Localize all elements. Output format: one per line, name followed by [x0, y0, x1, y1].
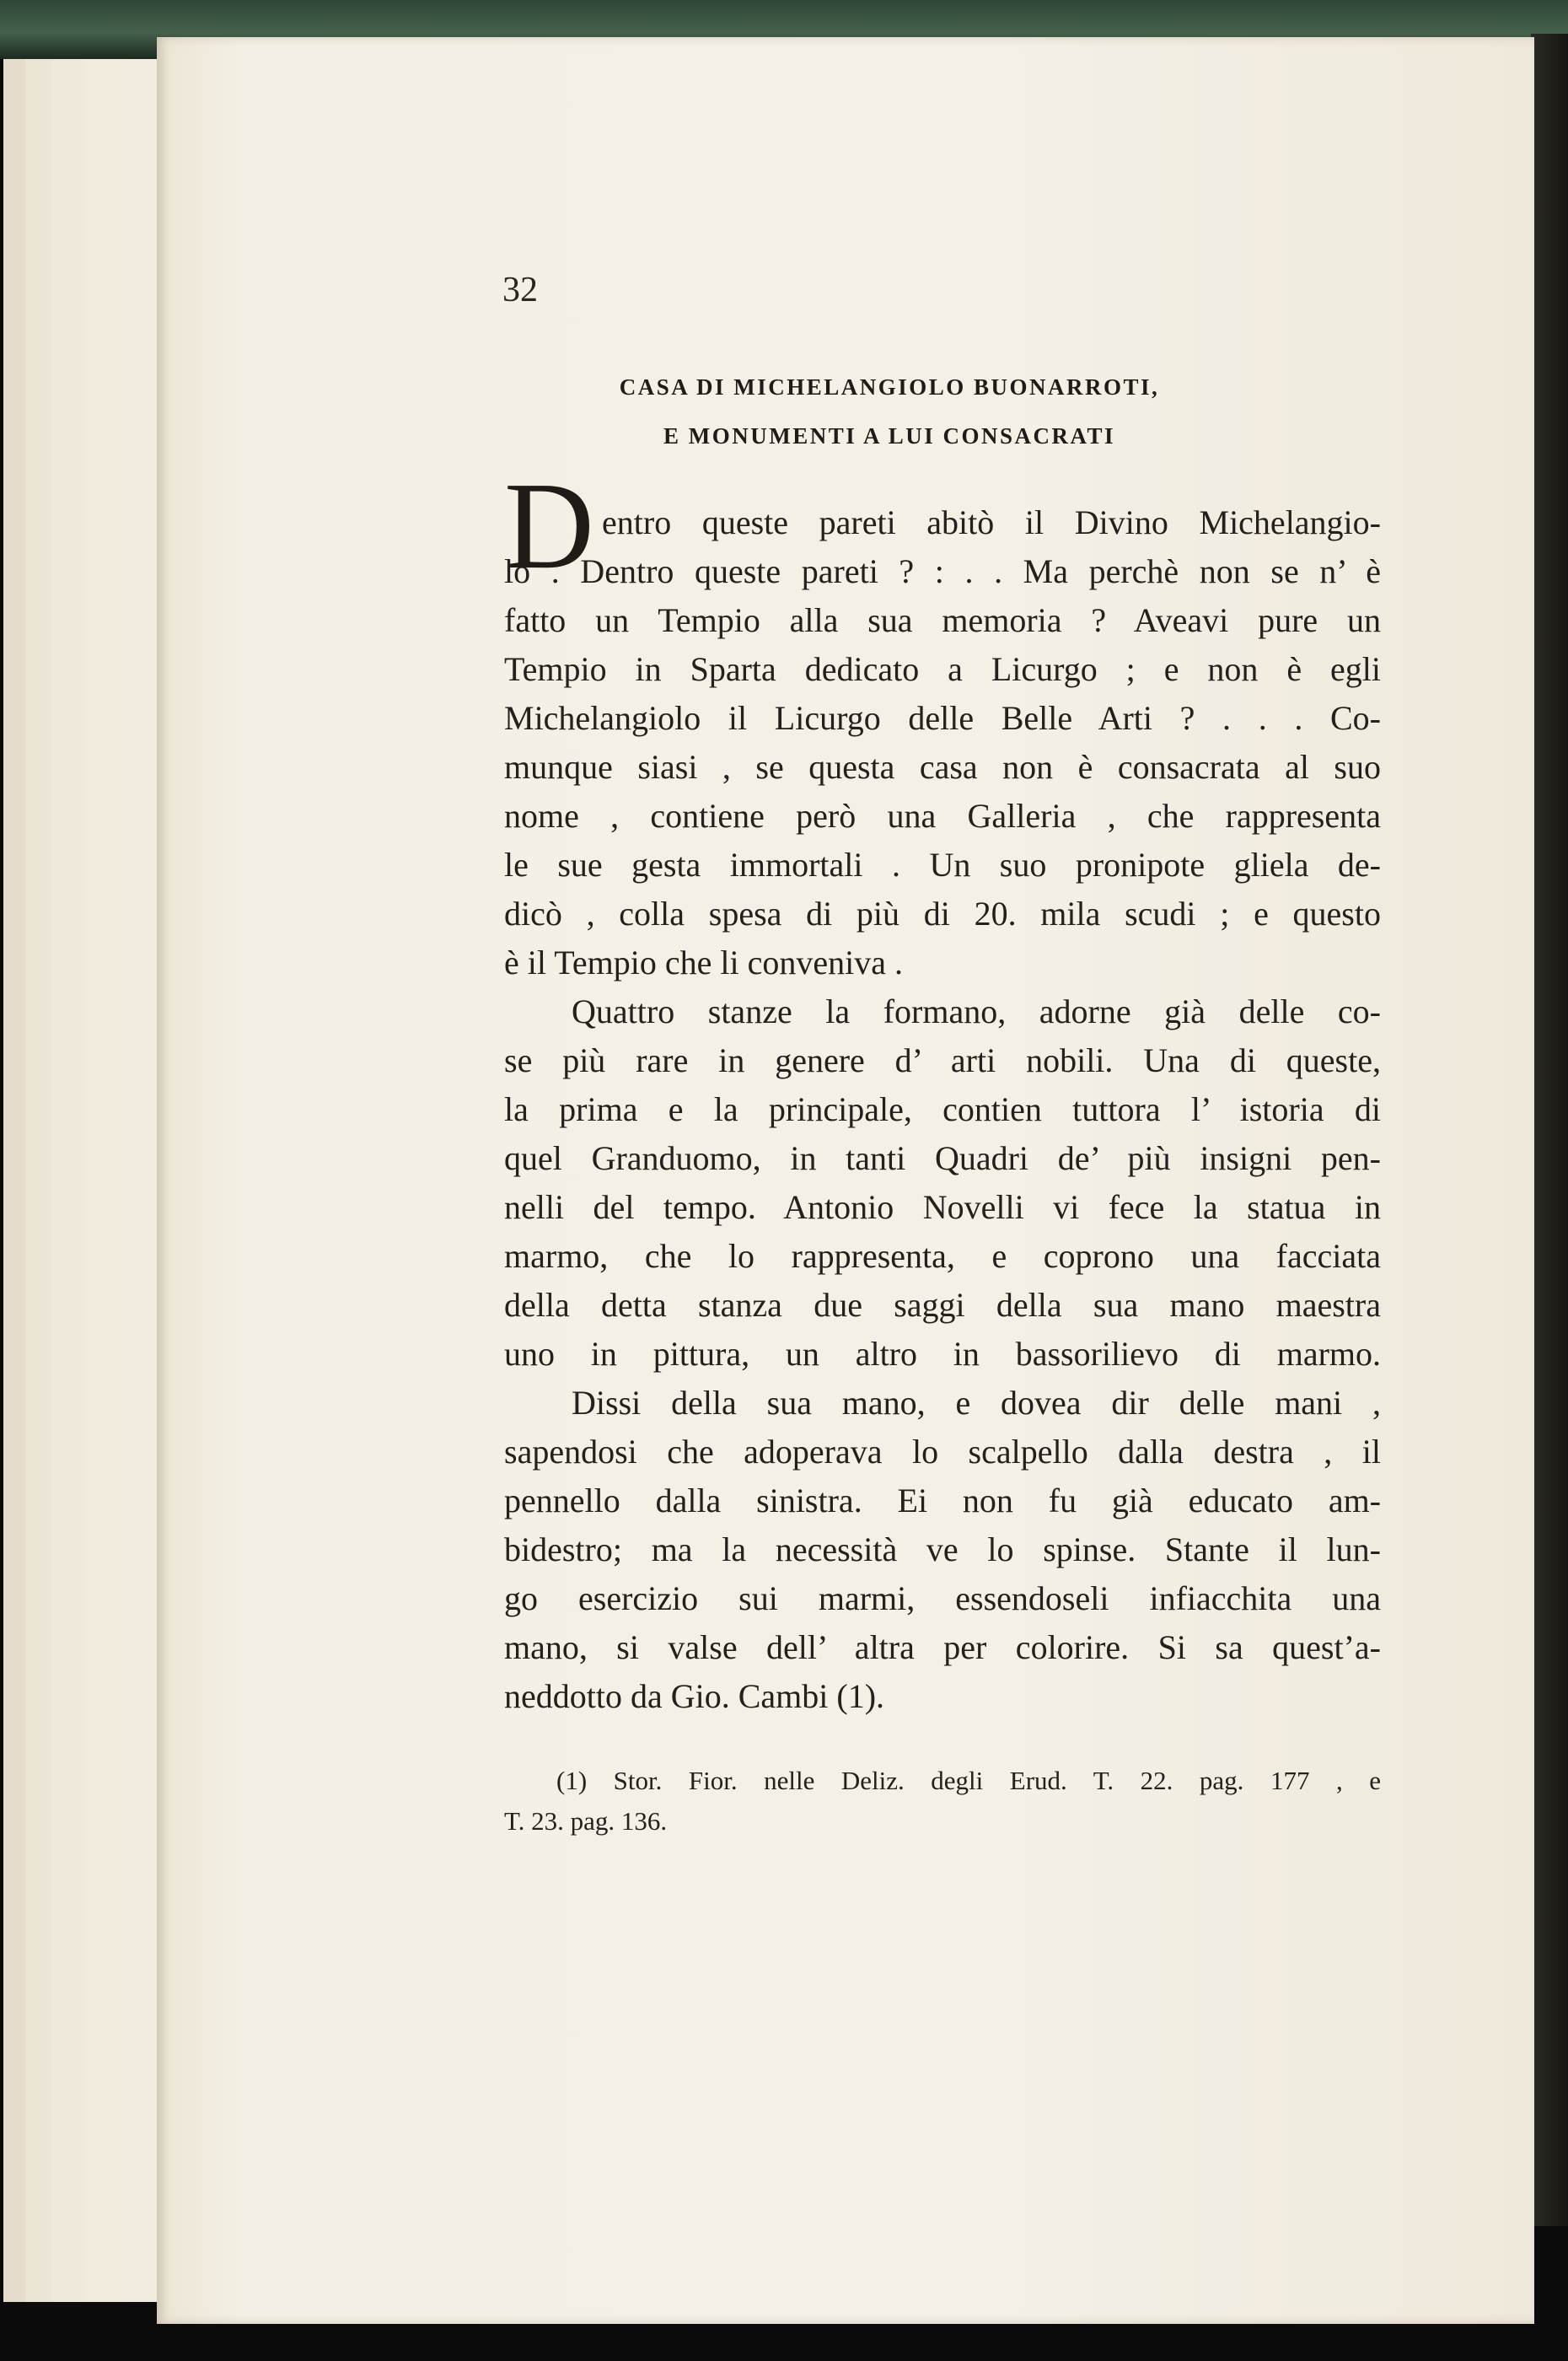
text-line: sapendosi che adoperava lo scalpello dalla destra , il	[504, 1433, 1381, 1471]
text-line: mano, si valse dell’ altra per colorire. Si sa quest’a-	[504, 1628, 1381, 1666]
text-line: lo . Dentro queste pareti ? : . . Ma perchè non se n’ è	[504, 552, 1381, 590]
text-line: bidestro; ma la necessità ve lo spinse. Stante il lun-	[504, 1530, 1381, 1568]
text-line: munque siasi , se questa casa non è consacrata al suo	[504, 748, 1381, 786]
text-line: entro queste pareti abitò il Divino Michelangio-	[602, 503, 1381, 541]
text-line: le sue gesta immortali . Un suo pronipote gliela de-	[504, 846, 1381, 884]
text-line: quel Granduomo, in tanti Quadri de’ più insigni pen-	[504, 1139, 1381, 1177]
text-line: fatto un Tempio alla sua memoria ? Aveavi pure un	[504, 601, 1381, 639]
scan-background	[0, 2336, 1568, 2361]
text-line: nelli del tempo. Antonio Novelli vi fece la statua in	[504, 1188, 1381, 1226]
text-line: marmo, che lo rappresenta, e coprono una facciata	[504, 1237, 1381, 1275]
chapter-heading-line-1: CASA DI MICHELANGIOLO BUONARROTI,	[619, 374, 1160, 400]
text-line: Quattro stanze la formano, adorne già delle co-	[572, 992, 1381, 1030]
text-line: se più rare in genere d’ arti nobili. Una di queste,	[504, 1041, 1381, 1079]
text-line: uno in pittura, un altro in bassorilievo di marmo.	[504, 1335, 1381, 1373]
text-line: pennello dalla sinistra. Ei non fu già educato am-	[504, 1482, 1381, 1519]
text-line: Tempio in Sparta dedicato a Licurgo ; e non è egli	[504, 650, 1381, 688]
book-cover-right	[1531, 34, 1568, 2226]
text-line: go esercizio sui marmi, essendoseli infiacchita una	[504, 1579, 1381, 1617]
chapter-heading-line-2: E MONUMENTI A LUI CONSACRATI	[663, 423, 1116, 449]
page-number: 32	[502, 271, 538, 309]
text-line: nome , contiene però una Galleria , che rappresenta	[504, 797, 1381, 835]
drop-cap: D	[504, 457, 594, 595]
text-line: Dissi della sua mano, e dovea dir delle mani ,	[572, 1384, 1381, 1422]
text-line: è il Tempio che li conveniva .	[504, 944, 903, 982]
footnote-line-1: (1) Stor. Fior. nelle Deliz. degli Erud. T. 22. pag. 177 , e	[556, 1766, 1381, 1795]
footnote-line-2: T. 23. pag. 136.	[504, 1806, 668, 1836]
text-line: la prima e la principale, contien tuttora l’ istoria di	[504, 1090, 1381, 1128]
text-line: della detta stanza due saggi della sua mano maestra	[504, 1286, 1381, 1324]
text-line: neddotto da Gio. Cambi (1).	[504, 1677, 885, 1715]
text-line: Michelangiolo il Licurgo delle Belle Arti ? . . . Co-	[504, 699, 1381, 737]
text-line: dicò , colla spesa di più di 20. mila scudi ; e questo	[504, 895, 1381, 933]
